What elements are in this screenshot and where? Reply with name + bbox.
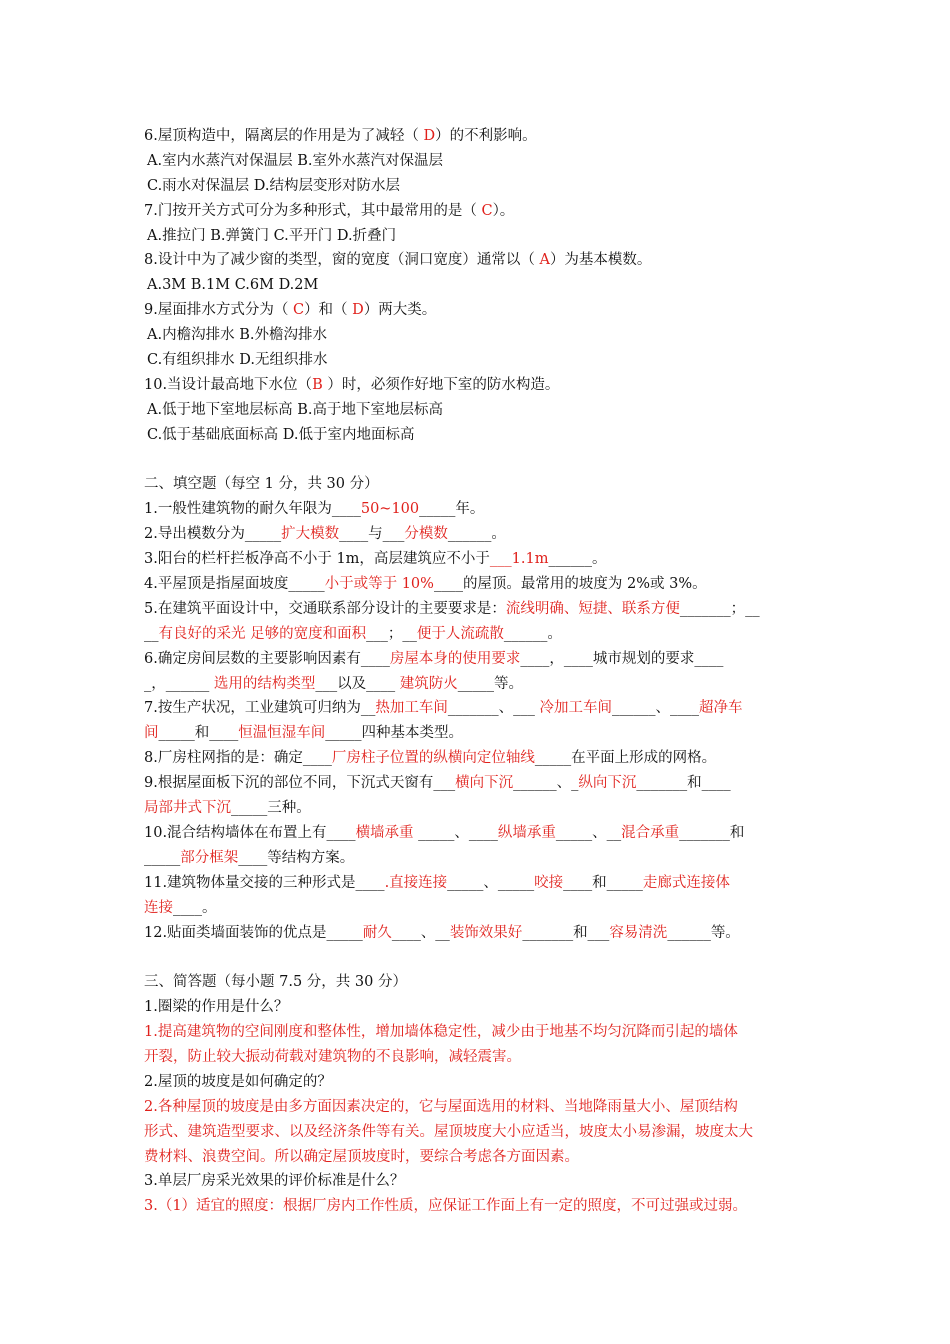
- answer-text: D: [352, 302, 364, 319]
- question-text: ____。: [173, 899, 217, 916]
- answer-text: 便于人流疏散: [416, 625, 504, 642]
- question-text: ______。: [548, 551, 607, 568]
- question-text: 2.导出模数分为_____: [144, 526, 282, 543]
- text-line: [144, 622, 830, 647]
- question-text: A.内檐沟排水 B.外檐沟排水: [147, 327, 327, 344]
- answer-text: A: [539, 252, 550, 269]
- answer-text: 恒温恒湿车间: [238, 725, 326, 742]
- question-text: 1.一般性建筑物的耐久年限为____: [144, 501, 361, 518]
- text-line: [144, 1020, 830, 1045]
- question-text: ）的不利影响。: [435, 128, 537, 144]
- answer-text: ___1.1m: [489, 551, 549, 568]
- answer-text: 连接: [144, 899, 173, 916]
- answer-text: 50~100: [360, 501, 420, 518]
- answer-text: 热加工车间: [375, 700, 448, 717]
- text-line: [144, 149, 830, 174]
- answer-text: 形式、建筑造型要求、以及经济条件等有关。屋顶坡度大小应适当，坡度太小易渗漏，坡度太大: [144, 1123, 753, 1140]
- question-text: ____与___: [339, 526, 405, 543]
- answer-text: 装饰效果好: [449, 924, 523, 941]
- question-text: 12.贴面类墙面装饰的优点是_____: [144, 924, 363, 941]
- question-text: 6.确定房间层数的主要影响因素有____: [144, 650, 390, 667]
- question-text: ______、____: [611, 700, 699, 717]
- question-text: A.室内水蒸汽对保温层 B.室外水蒸汽对保温层: [147, 152, 443, 169]
- text-line: [144, 821, 830, 846]
- text-line: [144, 1095, 830, 1120]
- answer-text: 纵墙承重: [497, 824, 556, 841]
- answer-text: 开裂，防止较大振动荷载对建筑物的不良影响，减轻震害。: [144, 1048, 521, 1065]
- text-line: [144, 398, 830, 423]
- text-line: [144, 672, 830, 697]
- question-text: ）时，必须作好地下室的防水构造。: [322, 376, 560, 393]
- text-line: [144, 896, 830, 921]
- question-text: _____: [144, 849, 181, 866]
- question-text: 5.在建筑平面设计中，交通联系部分设计的主要要求是：: [144, 600, 506, 617]
- answer-text: 3.（1）适宜的照度：根据厂房内工作性质，应保证工作面上有一定的照度，不可过强或过弱。: [144, 1198, 748, 1215]
- question-text: 11.建筑物体量交接的三种形式是____: [144, 874, 385, 891]
- text-line: [144, 1045, 830, 1070]
- question-text: 7.按生产状况，工业建筑可归纳为__: [144, 700, 376, 717]
- question-text: _____、____: [413, 824, 498, 841]
- question-text: _____、_____: [447, 874, 535, 891]
- question-text: 10.当设计最高地下水位（: [144, 376, 313, 393]
- answer-text: 容易清洗: [609, 924, 668, 941]
- text-line: [144, 1169, 830, 1194]
- question-text: 1.圈梁的作用是什么？: [144, 999, 289, 1016]
- text-line: [144, 547, 830, 572]
- answer-text: 建筑防火: [399, 675, 458, 692]
- question-text: _____三种。: [231, 800, 311, 817]
- text-line: [144, 1194, 830, 1219]
- answer-text: 耐久: [362, 924, 392, 941]
- question-text: 10.混合结构墙体在布置上有____: [144, 824, 356, 841]
- text-line: [144, 423, 830, 448]
- question-text: 4.平屋顶是指屋面坡度_____: [144, 576, 325, 593]
- question-text: A.3M B.1M C.6M D.2M: [147, 277, 319, 294]
- text-line: [144, 921, 830, 946]
- blank-line: [144, 448, 830, 473]
- question-text: _______、___: [447, 700, 540, 717]
- question-text: 二、填空题（每空 1 分，共 30 分）: [144, 476, 379, 493]
- text-line: [144, 572, 830, 597]
- text-line: [144, 597, 830, 622]
- text-line: [144, 298, 830, 323]
- text-line: [144, 124, 830, 149]
- answer-text: C: [481, 202, 493, 219]
- question-text: 9.屋面排水方式分为（: [144, 302, 293, 319]
- question-text: _____在平面上形成的网格。: [534, 750, 717, 767]
- text-line: [144, 224, 830, 249]
- answer-text: 2.各种屋顶的坡度是由多方面因素决定的，它与屋面选用的材料、当地降雨量大小、屋顶结构: [144, 1098, 738, 1115]
- answer-text: 小于或等于 10%: [324, 576, 434, 593]
- answer-text: 局部井式下沉: [144, 800, 231, 817]
- answer-text: 有良好的采光 足够的宽度和面积: [158, 625, 367, 642]
- text-line: [144, 871, 830, 896]
- question-text: ______等。: [667, 924, 740, 941]
- answer-text: 横向下沉: [455, 775, 514, 792]
- answer-text: 咬接: [534, 874, 564, 891]
- question-text: 9.根据屋面板下沉的部位不同，下沉式天窗有___: [144, 775, 456, 792]
- question-text: ______。: [447, 526, 506, 543]
- question-text: ）和（: [304, 302, 353, 319]
- question-text: ___以及____: [315, 675, 400, 692]
- question-text: _______和____: [636, 775, 731, 792]
- question-text: _______；__: [679, 600, 760, 617]
- question-text: 7.门按开关方式可分为多种形式，其中最常用的是（: [144, 202, 482, 219]
- text-line: [144, 373, 830, 398]
- text-line: [144, 348, 830, 373]
- answer-text: 1.提高建筑物的空间刚度和整体性，增加墙体稳定性，减少由于地基不均匀沉降而引起的墙体: [144, 1024, 738, 1041]
- answer-text: 分模数: [404, 526, 448, 543]
- question-text: 3.阳台的栏杆拦板净高不小于 1m，高层建筑应不小于: [144, 551, 490, 568]
- answer-text: 间: [144, 725, 159, 742]
- question-text: 2.屋顶的坡度是如何确定的？: [144, 1073, 332, 1090]
- text-line: [144, 647, 830, 672]
- answer-text: 房屋本身的使用要求: [389, 650, 521, 667]
- question-text: _____等。: [457, 675, 523, 692]
- question-text: __: [144, 625, 159, 642]
- text-line: [144, 273, 830, 298]
- answer-text: 部分框架: [180, 849, 239, 866]
- text-line: [144, 323, 830, 348]
- question-text: C.有组织排水 D.无组织排水: [147, 352, 328, 369]
- question-text: C.低于基础底面标高 D.低于室内地面标高: [147, 426, 415, 443]
- question-text: ______。: [503, 625, 562, 642]
- answer-text: C: [292, 302, 305, 319]
- question-text: 8.设计中为了减少窗的类型，窗的宽度（洞口宽度）通常以（: [144, 252, 540, 269]
- question-text: 3.单层厂房采光效果的评价标准是什么？: [144, 1173, 405, 1190]
- text-line: [144, 1070, 830, 1095]
- question-text: _____和____: [158, 725, 239, 742]
- question-text: ____等结构方案。: [238, 849, 355, 866]
- answer-text: .直接连接: [384, 874, 448, 891]
- answer-text: 走廊式连接体: [642, 874, 730, 891]
- text-line: [144, 696, 830, 721]
- answer-text: 费材料、浪费空间。所以确定屋顶坡度时，要综合考虑各方面因素。: [144, 1148, 579, 1165]
- text-line: [144, 248, 830, 273]
- blank-line: [144, 945, 830, 970]
- text-line: [144, 995, 830, 1020]
- question-text: _____、__: [555, 824, 622, 841]
- question-text: _______和: [679, 824, 745, 841]
- question-text: ）两大类。: [363, 302, 437, 319]
- question-text: A.推拉门 B.弹簧门 C.平开门 D.折叠门: [147, 227, 397, 244]
- question-text: ____、__: [391, 924, 450, 941]
- answer-text: 流线明确、短捷、联系方便: [505, 600, 680, 617]
- answer-text: 纵向下沉: [578, 775, 637, 792]
- text-line: [144, 497, 830, 522]
- question-text: 三、简答题（每小题 7.5 分，共 30 分）: [144, 974, 407, 991]
- text-line: [144, 174, 830, 199]
- answer-text: 冷加工车间: [539, 700, 612, 717]
- text-line: [144, 472, 830, 497]
- answer-text: 扩大模数: [281, 526, 340, 543]
- text-line: [144, 796, 830, 821]
- answer-text: D: [423, 128, 436, 144]
- question-text: ）为基本模数。: [549, 252, 652, 269]
- answer-text: 混合承重: [621, 824, 680, 841]
- question-text: 8.厂房柱网指的是：确定____: [144, 750, 332, 767]
- text-line: [144, 522, 830, 547]
- text-line: [144, 771, 830, 796]
- answer-text: 选用的结构类型: [213, 675, 316, 692]
- question-text: C.雨水对保温层 D.结构层变形对防水层: [147, 177, 401, 194]
- question-text: A.低于地下室地层标高 B.高于地下室地层标高: [147, 401, 443, 418]
- answer-text: B: [312, 376, 323, 393]
- question-text: 6.屋顶构造中，隔离层的作用是为了减轻（: [144, 128, 424, 144]
- question-text: _，______: [144, 675, 214, 692]
- answer-text: 超净车: [698, 700, 743, 717]
- answer-text: 横墙承重: [355, 824, 414, 841]
- text-line: [144, 721, 830, 746]
- question-text: _______和___: [522, 924, 610, 941]
- question-text: ____和_____: [563, 874, 643, 891]
- text-line: [144, 1120, 830, 1145]
- question-text: ___；__: [366, 625, 417, 642]
- text-line: [144, 846, 830, 871]
- answer-text: 厂房柱子位置的纵横向定位轴线: [331, 750, 535, 767]
- question-text: ____的屋顶。最常用的坡度为 2%或 3%。: [433, 576, 707, 593]
- question-text: _____年。: [419, 501, 485, 518]
- question-text: _____四种基本类型。: [325, 725, 463, 742]
- question-text: ______、_: [513, 775, 579, 792]
- text-line: [144, 1145, 830, 1170]
- text-line: [144, 746, 830, 771]
- question-text: ）。: [492, 202, 515, 219]
- text-line: [144, 970, 830, 995]
- text-line: [144, 199, 830, 224]
- question-text: ____，____城市规划的要求____: [520, 650, 724, 667]
